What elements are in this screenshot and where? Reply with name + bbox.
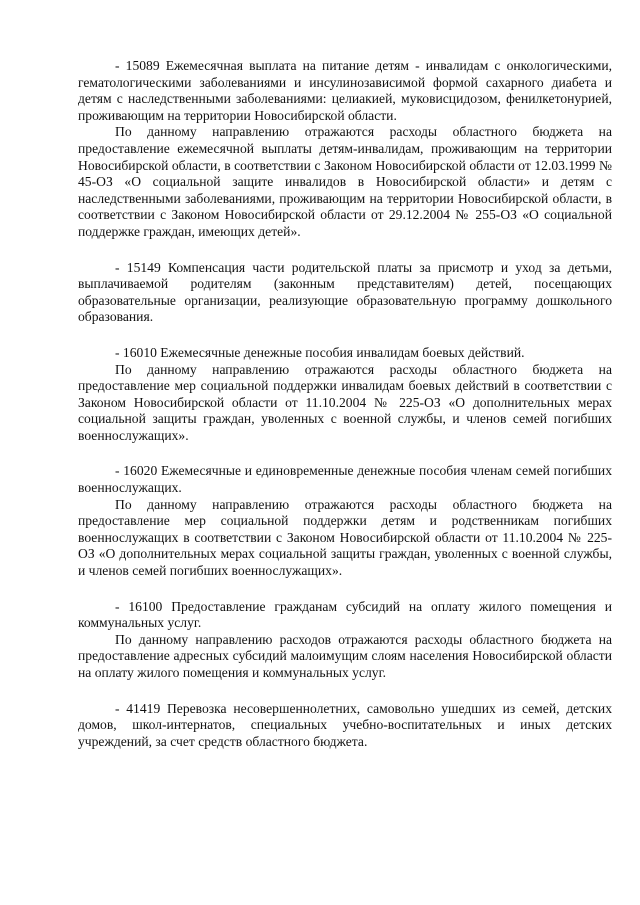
section-16100 bbox=[78, 599, 612, 682]
section-15149 bbox=[78, 260, 612, 326]
section-41419 bbox=[78, 701, 612, 751]
section-body: По данному направлению отражаются расходы областного бюджета на предоставление ежемесячной выплаты детям-инвалидам, проживающим на территории Новосибирской области, в соответствии с Законом Новосибирской области от 12.03.1999 № 45-ОЗ «О социальной защите инвалидов в Новосибирской области» и детям с наследственными заболеваниями, проживающим на территории Новосибирской области, в соответствии с Законом Новосибирской области от 29.12.2004 № 255-ОЗ «О социальной поддержке граждан, имеющих детей». bbox=[78, 124, 612, 239]
section-heading: - 15149 Компенсация части родительской платы за присмотр и уход за детьми, выплачиваемой родителям (законным представителям) детей, посещающих образовательные организации, реализующие образовательную программу дошкольного образования. bbox=[78, 259, 612, 325]
section-heading: - 16010 Ежемесячные денежные пособия инвалидам боевых действий. bbox=[115, 344, 525, 360]
section-heading: - 16020 Ежемесячные и единовременные денежные пособия членам семей погибших военнослужащих. bbox=[78, 463, 612, 496]
section-16020 bbox=[78, 463, 612, 579]
section-body: По данному направлению отражаются расходы областного бюджета на предоставление мер социальной поддержки инвалидам боевых действий в соответствии с Законом Новосибирской области от 11.10.2004 № 225-ОЗ «О дополнительных мерах социальной защиты граждан, уволенных с военной службы, и членов семей погибших военнослужащих». bbox=[78, 361, 612, 443]
section-heading: - 41419 Перевозка несовершеннолетних, самовольно ушедших из семей, детских домов, школ-интернатов, специальных учебно-воспитательных и иных детских учреждений, за счет средств областного бюджета. bbox=[78, 700, 612, 749]
section-heading: - 15089 Ежемесячная выплата на питание детям - инвалидам с онкологическими, гематологическими заболеваниями и инсулинозависимой формой сахарного диабета и детям с наследственными заболеваниями: целиакией, муковисцидозом, фенилкетонурией, проживающим на территории Новосибирской области. bbox=[78, 58, 612, 123]
section-16010 bbox=[78, 345, 612, 445]
section-15089 bbox=[78, 58, 612, 241]
section-body: По данному направлению расходов отражаются расходы областного бюджета на предоставление адресных субсидий малоимущим слоям населения Новосибирской области на оплату жилого помещения и коммунальных услуг. bbox=[78, 631, 612, 680]
section-body: По данному направлению отражаются расходы областного бюджета на предоставление мер социальной поддержки детям и родственникам погибших военнослужащих в соответствии с Законом Новосибирской области от 11.10.2004 № 225-ОЗ «О дополнительных мерах социальной защиты граждан, уволенных с военной службы, и членов семей погибших военнослужащих». bbox=[78, 496, 612, 579]
section-heading: - 16100 Предоставление гражданам субсидий на оплату жилого помещения и коммунальных услуг. bbox=[78, 598, 612, 631]
